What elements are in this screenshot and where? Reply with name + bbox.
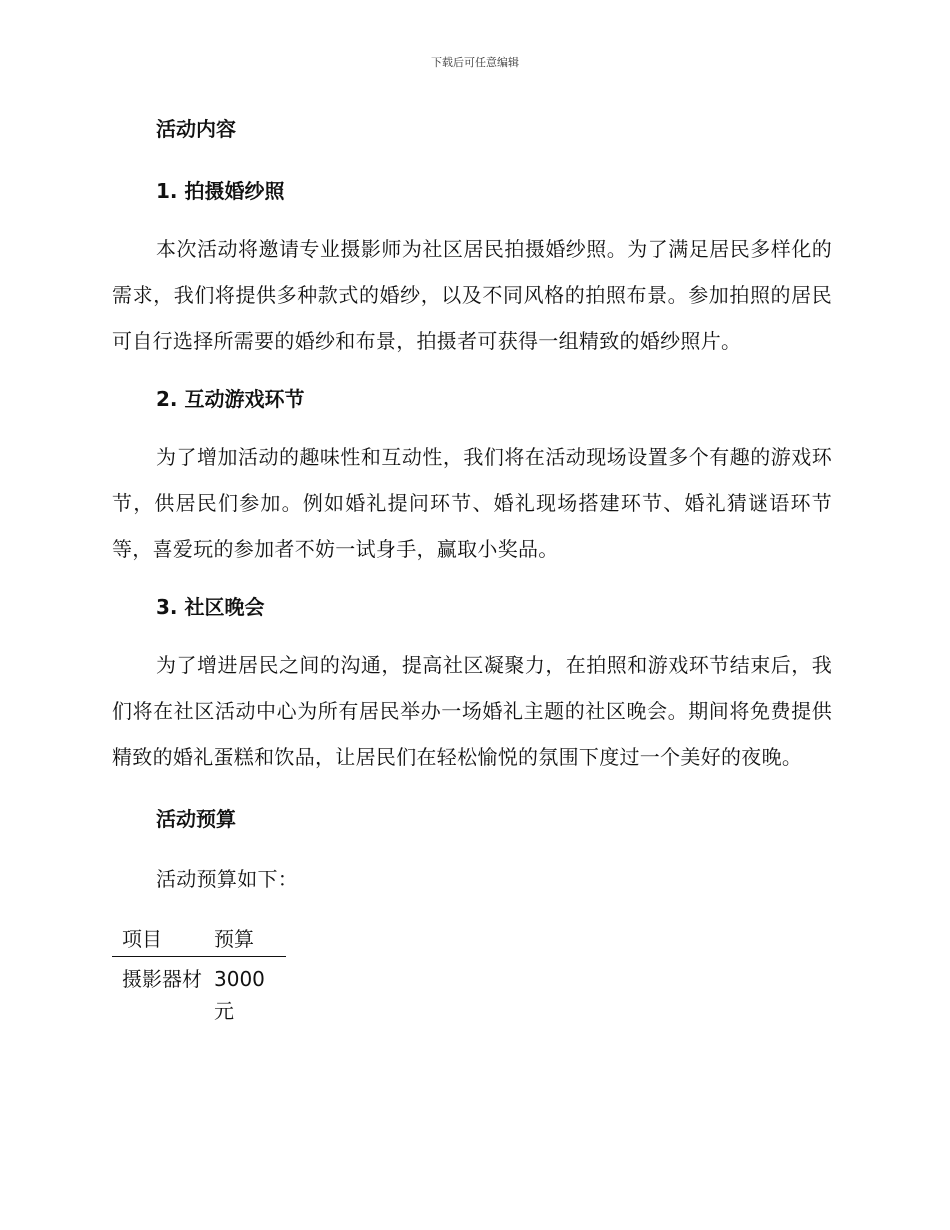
budget-title: 活动预算	[156, 807, 236, 831]
budget-cell-item: 摄影器材	[122, 967, 202, 991]
budget-intro: 活动预算如下：	[156, 867, 299, 891]
item-3-title: 3. 社区晚会	[156, 595, 265, 619]
item-1-body: 本次活动将邀请专业摄影师为社区居民拍摄婚纱照。为了满足居民多样化的需求，我们将提供多种款式的婚纱，以及不同风格的拍照布景。参加拍照的居民可自行选择所需要的婚纱和布景，拍摄者可获得一组精致的婚纱照片。	[112, 237, 832, 353]
table-row	[112, 957, 286, 1028]
section-title: 活动内容	[156, 117, 236, 141]
document-body	[112, 112, 832, 1027]
item-3-body: 为了增进居民之间的沟通，提高社区凝聚力，在拍照和游戏环节结束后，我们将在社区活动中心为所有居民举办一场婚礼主题的社区晚会。期间将免费提供精致的婚礼蛋糕和饮品，让居民们在轻松愉悦的氛围下度过一个美好的夜晚。	[112, 653, 832, 769]
item-2-title: 2. 互动游戏环节	[156, 387, 305, 411]
page-header-note: 下载后可任意编辑	[431, 56, 519, 69]
budget-cell-amount: 3000元	[214, 967, 265, 1023]
budget-table-header-row	[112, 922, 286, 957]
budget-header-amount: 预算	[214, 922, 286, 957]
item-2-body: 为了增加活动的趣味性和互动性，我们将在活动现场设置多个有趣的游戏环节，供居民们参加。例如婚礼提问环节、婚礼现场搭建环节、婚礼猜谜语环节等，喜爱玩的参加者不妨一试身手，赢取小奖品。	[112, 445, 832, 561]
budget-table	[112, 922, 286, 1027]
budget-header-item: 项目	[112, 922, 214, 957]
item-1-title: 1. 拍摄婚纱照	[156, 179, 285, 203]
